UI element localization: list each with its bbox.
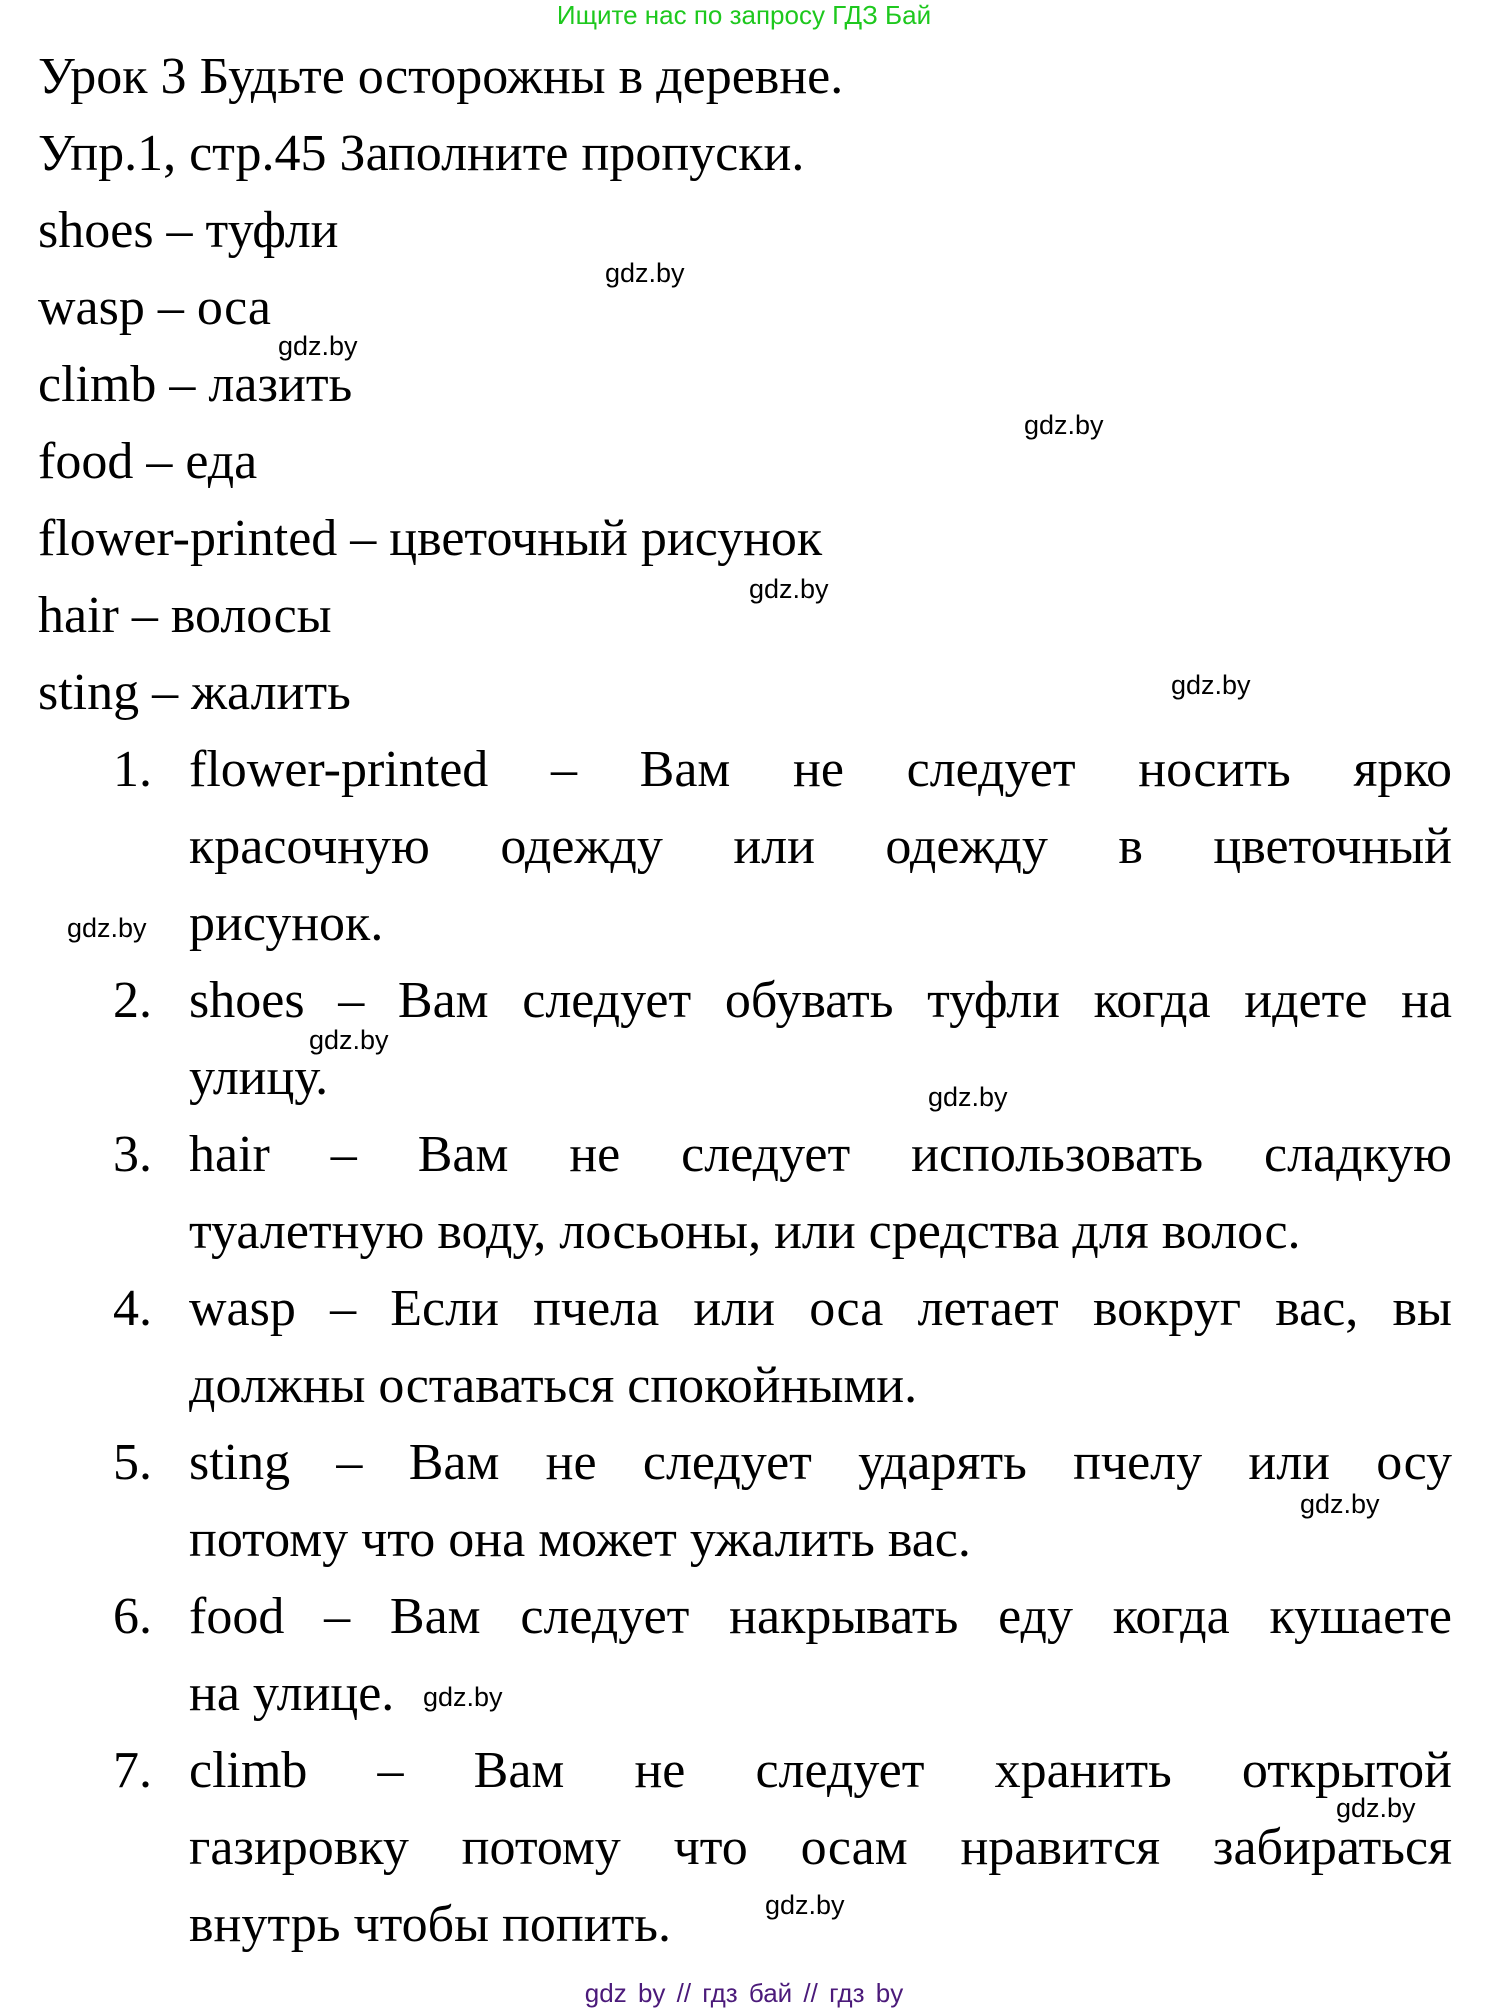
footer: gdz by // гдз бай // гдз by <box>584 1978 904 2008</box>
vocab-item: wasp – оса <box>38 279 271 336</box>
watermark: gdz.by <box>1171 670 1251 700</box>
vocab-item: hair – волосы <box>38 587 332 644</box>
exercise-title: Упр.1, стр.45 Заполните пропуски. <box>38 125 805 182</box>
watermark: gdz.by <box>1024 410 1104 440</box>
item-text-line: красочную одежду или одежду в цветочный <box>189 818 1452 875</box>
vocab-item: sting – жалить <box>38 664 351 721</box>
item-number: 3. <box>113 1126 152 1183</box>
vocab-item: shoes – туфли <box>38 202 339 259</box>
item-number: 7. <box>113 1742 152 1799</box>
item-text-line: food – Вам следует накрывать еду когда кушаете <box>189 1588 1452 1645</box>
item-text-line: газировку потому что осам нравится забираться <box>189 1819 1452 1876</box>
item-number: 6. <box>113 1588 152 1645</box>
item-number: 5. <box>113 1434 152 1491</box>
watermark: gdz.by <box>1336 1793 1416 1823</box>
item-text-line: flower-printed – Вам не следует носить ярко <box>189 741 1452 798</box>
watermark: gdz.by <box>309 1025 389 1055</box>
item-number: 2. <box>113 972 152 1029</box>
watermark: gdz.by <box>765 1890 845 1920</box>
item-text-line: должны оставаться спокойными. <box>189 1357 918 1414</box>
item-text-line: рисунок. <box>189 895 384 952</box>
vocab-item: food – еда <box>38 433 258 490</box>
vocab-item: climb – лазить <box>38 356 353 413</box>
watermark: gdz.by <box>278 331 358 361</box>
item-text-line: туалетную воду, лосьоны, или средства для волос. <box>189 1203 1301 1260</box>
watermark: gdz.by <box>928 1082 1008 1112</box>
vocab-item: flower-printed – цветочный рисунок <box>38 510 823 567</box>
watermark: gdz.by <box>749 574 829 604</box>
item-text-line: sting – Вам не следует ударять пчелу или осу <box>189 1434 1452 1491</box>
item-text-line: climb – Вам не следует хранить открытой <box>189 1742 1452 1799</box>
watermark: gdz.by <box>67 913 147 943</box>
watermark: gdz.by <box>423 1682 503 1712</box>
item-text-line: hair – Вам не следует использовать сладкую <box>189 1126 1452 1183</box>
watermark: gdz.by <box>1300 1489 1380 1519</box>
item-text-line: внутрь чтобы попить. <box>189 1896 671 1953</box>
watermark: gdz.by <box>605 258 685 288</box>
item-number: 4. <box>113 1280 152 1337</box>
item-number: 1. <box>113 741 152 798</box>
item-text-line: на улице. <box>189 1665 395 1722</box>
item-text-line: потому что она может ужалить вас. <box>189 1511 971 1568</box>
item-text-line: wasp – Если пчела или оса летает вокруг вас, вы <box>189 1280 1452 1337</box>
top-banner: Ищите нас по запросу ГДЗ Бай <box>556 0 932 30</box>
lesson-title: Урок 3 Будьте осторожны в деревне. <box>38 48 844 105</box>
item-text-line: shoes – Вам следует обувать туфли когда идете на <box>189 972 1452 1029</box>
item-text-line: улицу. <box>189 1049 329 1106</box>
